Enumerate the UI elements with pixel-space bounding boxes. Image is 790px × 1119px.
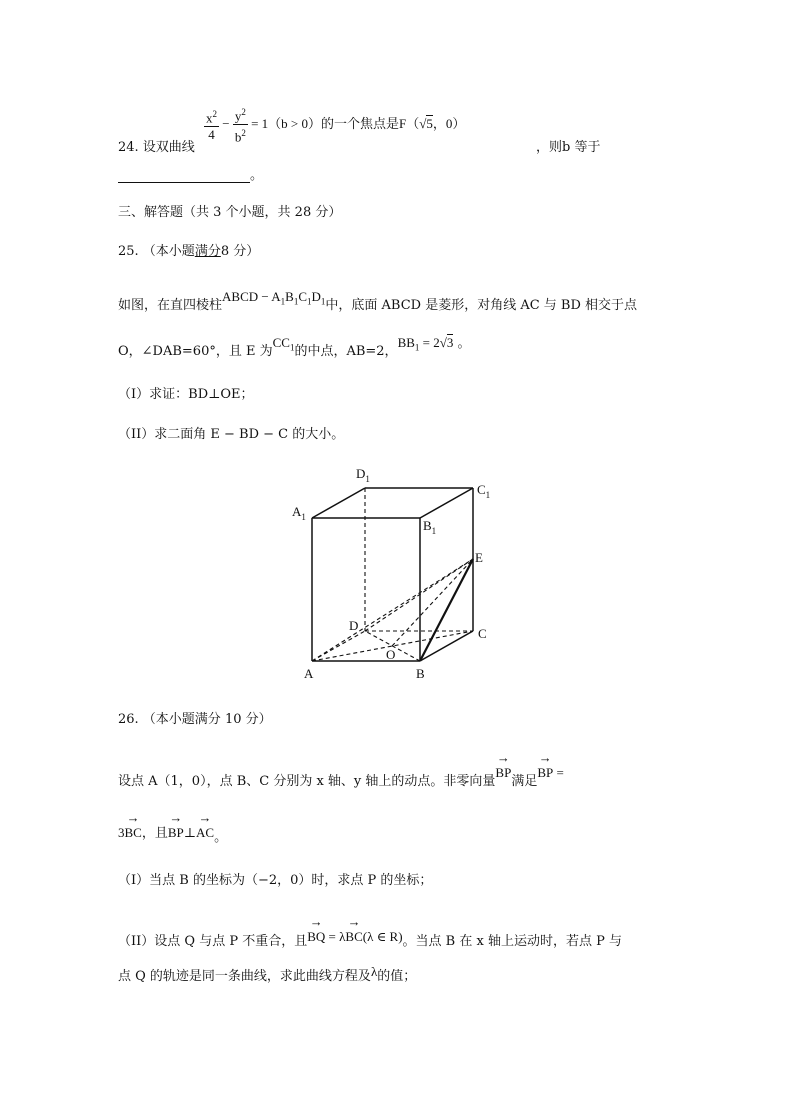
q25-line-2: O，∠DAB=60°，且 E 为$CC_1$的中点，AB=2，$BB_1 = 2√3$ 。 <box>118 335 471 359</box>
lambda-symbol: λ <box>370 964 378 979</box>
vector-bp-2: → BP <box>537 750 554 780</box>
sqrt-sign: √ <box>419 115 427 131</box>
q24-answer-blank-line <box>118 164 263 183</box>
q26-part-1: （I）当点 B 的坐标为（−2，0）时，求点 P 的坐标； <box>118 873 433 888</box>
section-three-heading: 三、解答题（共 3 个小题，共 28 分） <box>118 205 342 220</box>
q25-part-2: （II）求二面角 E − BD − C 的大小。 <box>118 427 345 442</box>
label-c1: $C_1$ <box>477 482 491 500</box>
hidden-segment-o-e <box>392 559 473 646</box>
q26-header: 26. （本小题满分 10 分） <box>118 712 272 727</box>
label-b: B <box>416 666 425 681</box>
edge-cc1: $CC_1$ <box>272 335 295 353</box>
label-e: E <box>475 550 483 565</box>
answer-blank <box>118 168 250 183</box>
q26-part-2-line-2: 点 Q 的轨迹是同一条曲线，求此曲线方程及λ的值； <box>118 964 417 984</box>
q24-minus: − <box>222 115 230 131</box>
vector-bc-2: → BC <box>345 914 363 944</box>
bb1-equation: $BB_1 = 2√3$ <box>397 335 454 353</box>
q24-suffix: ，则b 等于 <box>536 140 601 155</box>
vector-bp: → BP <box>495 750 512 780</box>
q25-header: 25. （本小题满分8 分） <box>118 244 260 259</box>
q24-fraction-1: $\frac{x^2}{4}$ <box>204 106 219 143</box>
vector-ac: → AC <box>196 810 215 840</box>
label-a1: $A_1$ <box>292 504 306 522</box>
q24-tail: ，0） <box>432 115 466 131</box>
label-a: A <box>304 666 314 681</box>
q24-fraction-2: $\frac{y^2}{b^2}$ <box>233 104 248 146</box>
q25-line-1: 如图，在直四棱柱ABCD − $A_1B_1C_1D_1$中，底面 ABCD 是菱形，对角线 AC 与 BD 相交于点 <box>118 289 638 313</box>
q25-part-1: （I）求证：BD⊥OE； <box>118 387 254 402</box>
vector-bq: → BQ <box>307 914 326 944</box>
q24-equation <box>204 104 465 146</box>
sqrt-radicand: 5 <box>426 115 433 131</box>
q26-part-2-line-1: （II）设点 Q 与点 P 不重合，且 → BQ = λ → BC(λ ∈ R)。当点 B 在 x 轴上运动时，若点 P 与 <box>118 914 622 949</box>
q24-prefix: 24. 设双曲线 <box>118 140 195 155</box>
vector-bp-3: → BP <box>167 810 184 840</box>
q26-line-2: 3 → BC，且 → BP⊥ → AC。 <box>118 810 228 845</box>
prism-name: ABCD − $A_1B_1C_1D_1$ <box>222 289 326 307</box>
prism-figure <box>280 458 510 688</box>
q26-line-1: 设点 A（1，0），点 B、C 分别为 x 轴、y 轴上的动点。非零向量 → BP满足 → BP = <box>118 750 564 789</box>
vector-bc: → BC <box>124 810 142 840</box>
q24-eq-text: = 1（b > 0）的一个焦点是F（ <box>251 115 420 131</box>
label-d: D <box>349 618 359 633</box>
label-o: O <box>386 647 396 662</box>
label-c: C <box>478 626 487 641</box>
q24-end: 。 <box>250 168 264 183</box>
label-d1: $D_1$ <box>356 466 370 484</box>
edge-b1-c1 <box>420 488 473 518</box>
label-b1: $B_1$ <box>423 518 437 536</box>
edge-d1-a1 <box>312 488 365 518</box>
